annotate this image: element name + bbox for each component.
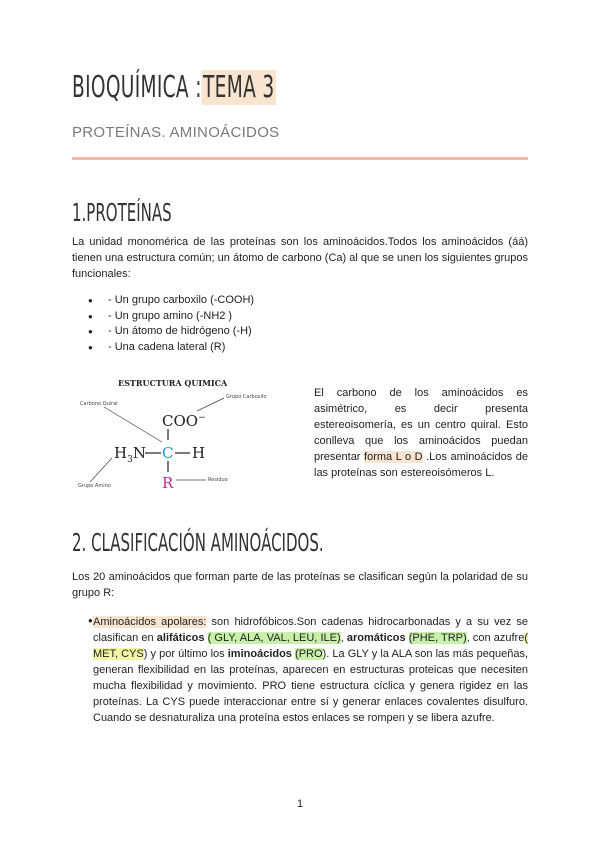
label-residuo: Residuo [208, 477, 228, 483]
list-item: ● - Una cadena lateral (R) [72, 340, 472, 356]
title-highlight: TEMA 3 [203, 70, 275, 105]
apolar-paragraph: Aminoácidos apolares: son hidrofóbicos.Son cadenas hidrocarbonadas y a su vez se clasifican en alifáticos ( GLY, ALA, VAL, LEU, ILE), aromáticos (PHE, TRP), con azufre( MET, CYS) y por último los iminoácidos (PRO). La GLY y la ALA son las más pequeñas, generan flexibilidad en las proteínas, aparecen en estructuras proteicas que necesiten mucha flexibilidad y movimiento. PRO tiene estructura cíclica y genera rigidez en las proteínas. La CYS puede interaccionar entre sí y generar enlaces covalentes disulfuro. Cuando se desnaturaliza una proteína estos enlaces se rompen y se libera azufre. [93, 616, 528, 724]
list-item: ● - Un átomo de hidrógeno (-H) [72, 324, 472, 340]
aromaticos-list: (PHE, TRP) [408, 632, 467, 644]
label-quiral: Carbono Quiral [80, 401, 118, 407]
coo-group: COO− [162, 412, 206, 430]
side-chain-r: R [162, 474, 174, 492]
list-item: ● - Un grupo carboxilo (-COOH) [72, 293, 472, 309]
title-divider [72, 157, 528, 160]
alifaticos-list: ( GLY, ALA, VAL, LEU, ILE) [207, 632, 341, 644]
intro-paragraph: La unidad monomérica de las proteínas son los aminoácidos.Todos los aminoácidos (áá) tienen una estructura común; un átomo de carbono (Ca) al que se unen los siguientes grupos funcionales: [72, 236, 528, 280]
forma-l-d-highlight: forma L o D [364, 451, 423, 463]
list-item: ● - Un grupo amino (-NH2 ) [72, 309, 472, 325]
hydrogen-atom: H [192, 444, 206, 462]
section-heading-proteinas: 1.PROTEÍNAS [72, 198, 172, 227]
section-heading-clasificacion: 2. CLASIFICACIÓN AMINOÁCIDOS. [72, 528, 324, 557]
imino-list: (PRO [295, 648, 323, 660]
page-subtitle: PROTEÍNAS. AMINOÁCIDOS [72, 124, 280, 141]
label-amino: Grupo Amino [78, 483, 111, 489]
figure-title: ESTRUCTURA QUIMICA [118, 378, 228, 388]
amino-group: $H_3N$ [114, 444, 146, 465]
chiral-paragraph: El carbono de los aminoácidos es asimétrico, es decir presenta estereoisomería, es un centro quiral. Esto conlleva que los aminoácidos puedan presentar forma L o D .Los aminoácidos de las proteínas son estereoisómeros L. [314, 387, 529, 479]
alpha-carbon: C [162, 444, 174, 462]
arrow-amino [90, 458, 112, 482]
azufre-list: ( MET, CYS [93, 632, 528, 660]
arrow-quiral [104, 407, 162, 442]
functional-groups-list [72, 293, 472, 355]
apolar-label: Aminoácidos apolares: [93, 616, 207, 628]
page-title [72, 70, 276, 105]
title-main: BIOQUÍMICA : [72, 70, 202, 105]
bullet-icon: ● [88, 616, 93, 625]
amino-acid-structure-figure [76, 376, 286, 496]
label-carboxilo: Grupo Carboxilo [226, 394, 267, 400]
classification-intro: Los 20 aminoácidos que forman parte de las proteínas se clasifican según la polaridad de su grupo R: [72, 571, 528, 599]
page-number: 1 [296, 798, 304, 810]
alifaticos-term: alifáticos [156, 632, 205, 644]
iminoacidos-term: iminoácidos [227, 648, 292, 660]
aromaticos-term: aromáticos [346, 632, 406, 644]
arrow-carboxilo [197, 398, 224, 411]
